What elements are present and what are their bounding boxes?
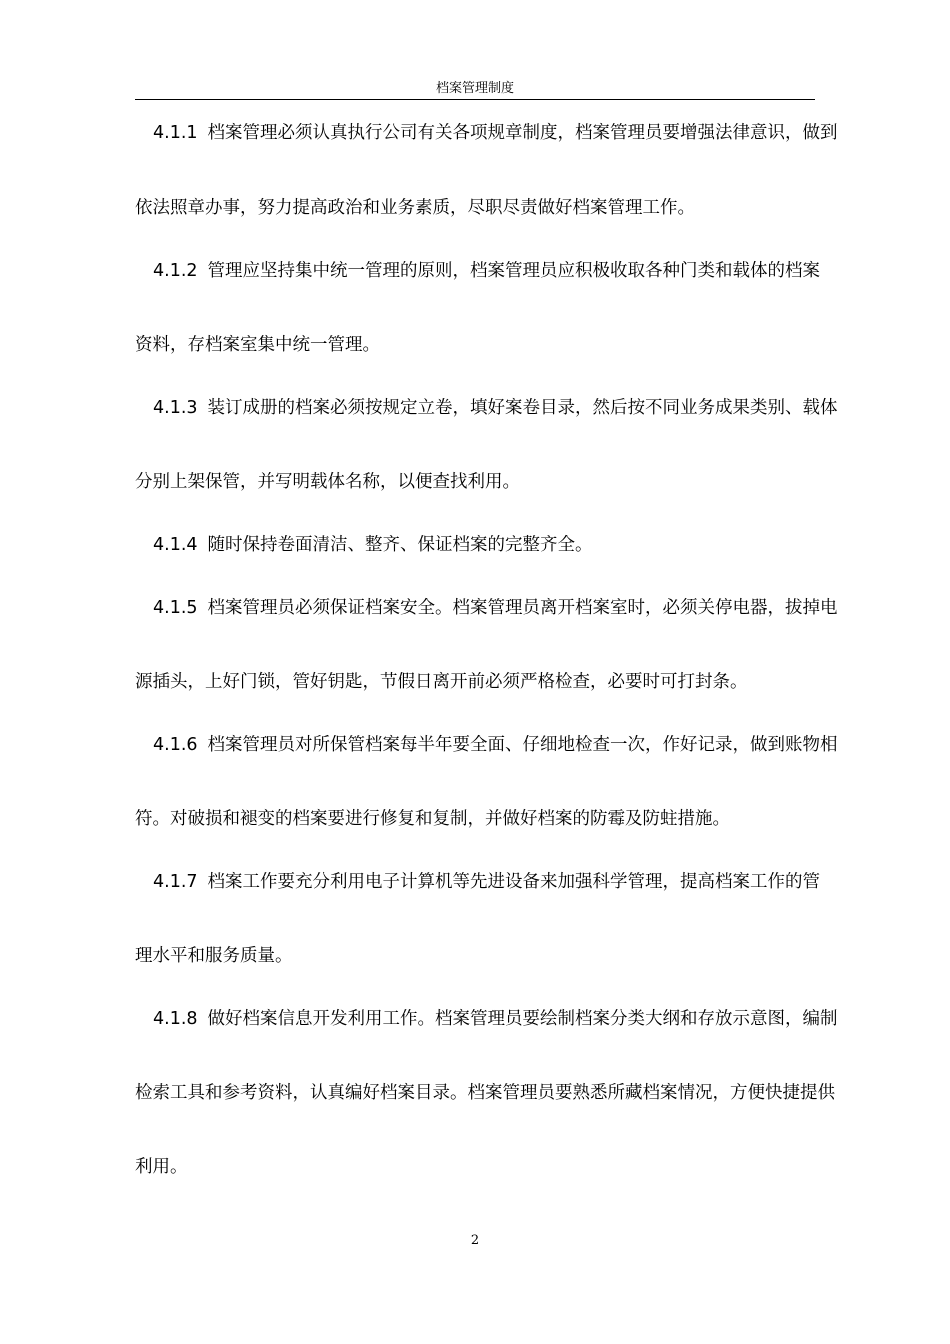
header-divider [135, 99, 815, 100]
clause-4-1-8-line-3: 利用。 [135, 1157, 188, 1177]
clause-text: 档案管理员必须保证档案安全。档案管理员离开档案室时，必须关停电器，拔掉电 [207, 598, 838, 618]
clause-text: 随时保持卷面清洁、整齐、保证档案的完整齐全。 [207, 535, 593, 555]
clause-4-1-3-line-2: 分别上架保管，并写明载体名称，以便查找利用。 [135, 472, 520, 492]
clause-number: 4.1.7 [153, 872, 198, 892]
clause-number: 4.1.5 [153, 598, 198, 618]
clause-text: 档案管理员对所保管档案每半年要全面、仔细地检查一次，作好记录，做到账物相 [207, 735, 838, 755]
clause-text: 做好档案信息开发利用工作。档案管理员要绘制档案分类大纲和存放示意图，编制 [207, 1009, 838, 1029]
clause-number: 4.1.4 [153, 535, 198, 555]
clause-text: 档案管理必须认真执行公司有关各项规章制度，档案管理员要增强法律意识，做到 [207, 123, 838, 143]
clause-4-1-3-line-1 [135, 393, 838, 423]
clause-4-1-1-line-1 [135, 118, 838, 148]
clause-number: 4.1.2 [153, 261, 198, 281]
clause-4-1-5-line-2: 源插头，上好门锁，管好钥匙，节假日离开前必须严格检查，必要时可打封条。 [135, 672, 748, 692]
clause-4-1-6-line-2: 符。对破损和褪变的档案要进行修复和复制，并做好档案的防霉及防蛀措施。 [135, 809, 730, 829]
clause-number: 4.1.1 [153, 123, 198, 143]
clause-4-1-2-line-1 [135, 256, 821, 286]
clause-4-1-4-line-1 [135, 530, 815, 560]
clause-4-1-7-line-1 [135, 867, 821, 897]
clause-4-1-2-line-2: 资料，存档案室集中统一管理。 [135, 335, 380, 355]
clause-text: 管理应坚持集中统一管理的原则，档案管理员应积极收取各种门类和载体的档案 [207, 261, 821, 281]
clause-4-1-7-line-2: 理水平和服务质量。 [135, 946, 293, 966]
clause-4-1-8-line-2: 检索工具和参考资料，认真编好档案目录。档案管理员要熟悉所藏档案情况，方便快捷提供 [135, 1083, 835, 1103]
clause-text: 档案工作要充分利用电子计算机等先进设备来加强科学管理，提高档案工作的管 [207, 872, 821, 892]
clause-4-1-6-line-1 [135, 730, 838, 760]
clause-text: 装订成册的档案必须按规定立卷，填好案卷目录，然后按不同业务成果类别、载体 [207, 398, 838, 418]
clause-4-1-5-line-1 [135, 593, 838, 623]
clause-number: 4.1.6 [153, 735, 198, 755]
clause-number: 4.1.3 [153, 398, 198, 418]
page-header-title: 档案管理制度 [435, 81, 514, 96]
clause-number: 4.1.8 [153, 1009, 198, 1029]
page-number: 2 [470, 1233, 480, 1248]
clause-4-1-1-line-2: 依法照章办事，努力提高政治和业务素质，尽职尽责做好档案管理工作。 [135, 198, 695, 218]
clause-4-1-8-line-1 [135, 1004, 838, 1034]
